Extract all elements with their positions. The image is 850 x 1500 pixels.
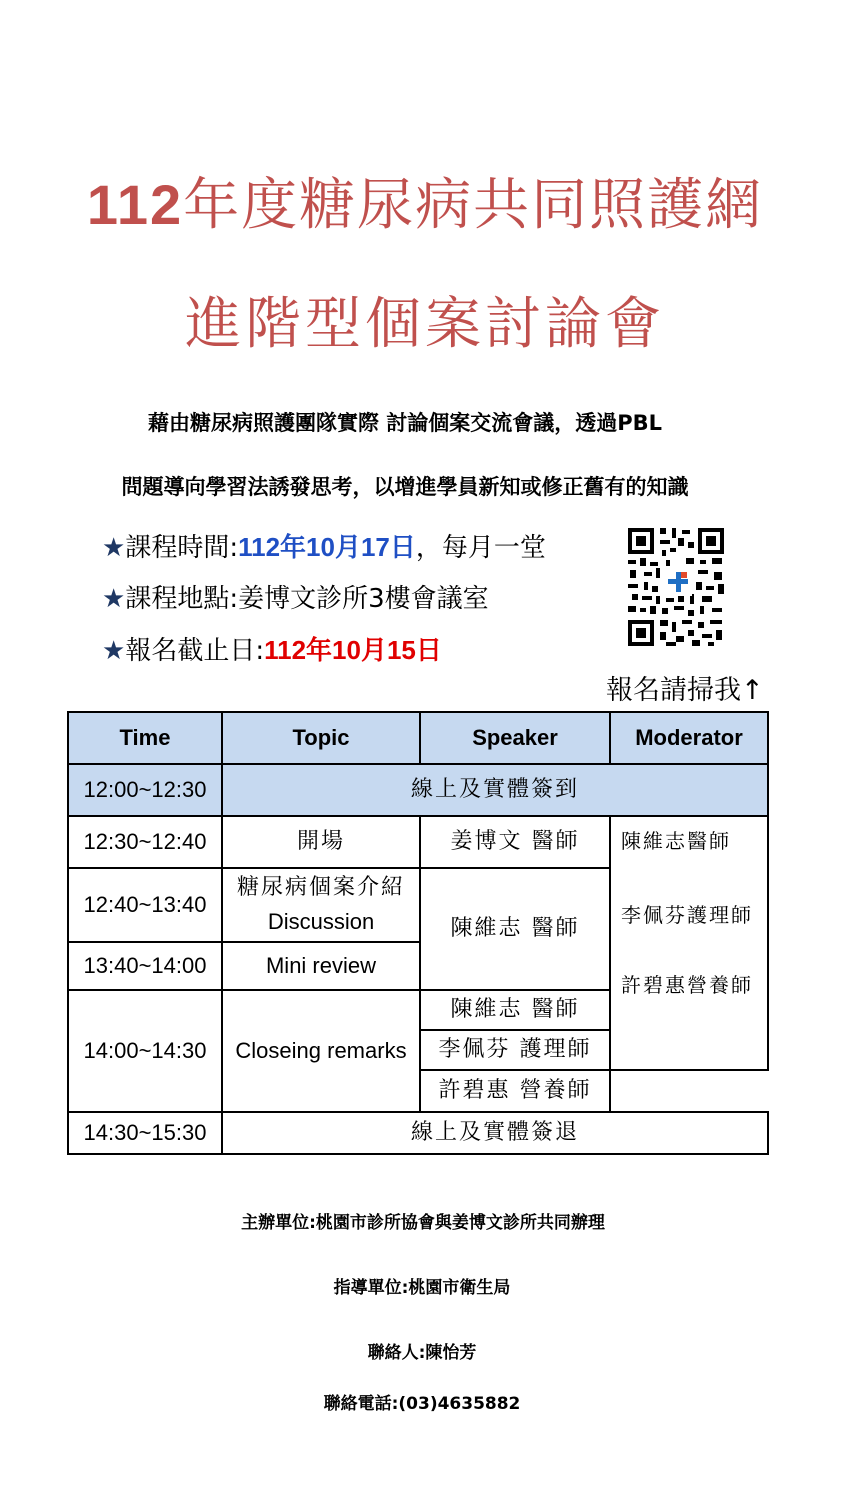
star-icon: ★ [102, 584, 126, 614]
course-time-label: 課程時間: [125, 533, 239, 563]
title-text: 年度糖尿病共同照護網 [183, 173, 764, 238]
time-cell: 12:30~12:40 [68, 816, 222, 868]
topic-cell [222, 868, 420, 942]
course-place-value: 姜博文診所3樓會議室 [238, 584, 489, 614]
topic-cell: 開場 [222, 816, 420, 868]
speaker-cell: 姜博文 醫師 [420, 816, 610, 868]
speaker-cell: 李佩芬 護理師 [420, 1030, 610, 1070]
speaker-cell: 許碧惠 營養師 [420, 1070, 610, 1112]
moderator-cell [610, 816, 768, 1070]
signup-deadline [102, 633, 442, 668]
time-cell: 14:00~14:30 [68, 990, 222, 1112]
phone-text: 聯絡電話:(03)4635882 [323, 1394, 521, 1414]
star-icon: ★ [102, 636, 126, 666]
topic-line-1: 糖尿病個案介紹 [236, 875, 405, 900]
title-line-2: 進階型個案討論會 [185, 292, 665, 357]
intro-line-2: 問題導向學習法誘發思考，以增進學員新知或修正舊有的知識 [121, 475, 689, 499]
title-year: 112 [86, 173, 184, 236]
table-header-row [68, 712, 768, 764]
header-topic: Topic [222, 712, 420, 764]
course-place [102, 582, 489, 616]
moderator-3: 許碧惠營養師 [621, 973, 753, 997]
table-row [68, 1112, 768, 1154]
schedule-table [67, 711, 769, 1155]
contact-text: 聯絡人:陳怡芳 [367, 1343, 477, 1363]
checkin-cell: 線上及實體簽到 [222, 764, 768, 816]
topic-line-2: Discussion [267, 909, 375, 934]
intro-line-1: 藉由糖尿病照護團隊實際 討論個案交流會議，透過PBL [147, 411, 663, 435]
header-speaker: Speaker [420, 712, 610, 764]
time-cell: 13:40~14:00 [68, 942, 222, 990]
header-moderator: Moderator [610, 712, 768, 764]
signup-deadline-value: 112年10月15日 [264, 635, 442, 665]
star-icon: ★ [102, 533, 126, 563]
course-time-value: 112年10月17日 [238, 532, 416, 562]
course-time [102, 530, 546, 565]
moderator-2: 李佩芬護理師 [621, 903, 753, 927]
header-time: Time [68, 712, 222, 764]
time-cell: 14:30~15:30 [68, 1112, 222, 1154]
checkout-cell: 線上及實體簽退 [222, 1112, 768, 1154]
table-row [68, 764, 768, 816]
qr-caption: 報名請掃我↑ [606, 675, 764, 706]
course-place-label: 課程地點: [125, 584, 239, 614]
moderator-1: 陳維志醫師 [621, 829, 731, 853]
topic-cell: Closeing remarks [222, 990, 420, 1112]
signup-deadline-label: 報名截止日: [125, 636, 265, 666]
table-row [68, 816, 768, 868]
title-line-1 [0, 170, 850, 241]
course-time-suffix: ，每月一堂 [415, 533, 546, 563]
speaker-cell: 陳維志 醫師 [420, 990, 610, 1030]
speaker-cell: 陳維志 醫師 [420, 868, 610, 990]
qr-code-icon[interactable] [626, 526, 726, 648]
guide-text: 指導單位:桃園市衛生局 [333, 1278, 511, 1298]
time-cell: 12:40~13:40 [68, 868, 222, 942]
time-cell: 12:00~12:30 [68, 764, 222, 816]
organizer-text: 主辦單位:桃園市診所協會與姜博文診所共同辦理 [241, 1213, 605, 1233]
topic-cell: Mini review [222, 942, 420, 990]
